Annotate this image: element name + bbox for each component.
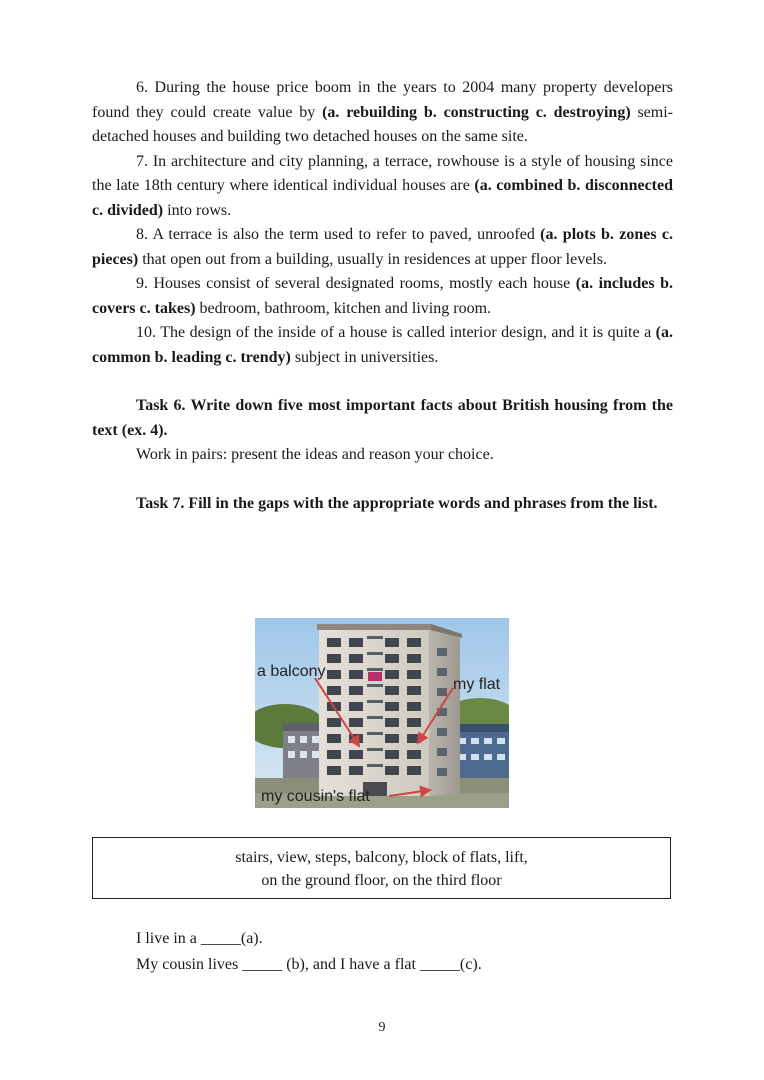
task6-instruction: Work in pairs: present the ideas and reason your choice.: [136, 446, 494, 463]
page-number: 9: [378, 1020, 386, 1035]
item-text: into rows.: [163, 201, 232, 219]
item-text: During the house price boom in the years to 2004 many property developers found they could create value by: [92, 79, 673, 121]
item-text: The design of the inside of a house is called interior design, and it is quite a: [156, 324, 656, 341]
item-options: (a. rebuilding b. constructing c. destroying): [322, 103, 631, 121]
item-number: 10.: [136, 324, 156, 341]
item-6: [92, 76, 673, 150]
word-list-box: [92, 837, 671, 899]
item-10: [92, 321, 673, 370]
exercise-line-1: I live in a _____(a).: [136, 930, 263, 947]
item-options: (a. includes b. covers c. takes): [92, 275, 673, 317]
item-text: subject in universities.: [290, 348, 439, 366]
items-block: [92, 76, 673, 516]
item-number: 9.: [136, 275, 148, 292]
item-options: (a. common b. leading c. trendy): [92, 324, 673, 366]
item-number: 8.: [136, 226, 148, 243]
exercise-line-2: My cousin lives _____ (b), and I have a flat _____(c).: [136, 956, 482, 973]
item-text: A terrace is also the term used to refer to paved, unroofed: [148, 226, 541, 243]
item-text: In architecture and city planning, a terrace, rowhouse is a style of housing since the late 18th century where identical individual houses are: [92, 152, 673, 194]
item-number: 6.: [136, 79, 148, 96]
item-text: semi-detached houses and building two detached houses on the same site.: [92, 103, 673, 145]
item-text: bedroom, bathroom, kitchen and living room.: [195, 299, 492, 317]
word-list-line-1: stairs, view, steps, balcony, block of flats, lift,: [235, 849, 528, 866]
item-8: [92, 223, 673, 272]
building-illustration: [255, 618, 509, 808]
label-cousin-flat: my cousin's flat: [261, 788, 370, 805]
label-my-flat: my flat: [453, 676, 501, 693]
building-image: [255, 618, 509, 808]
task6-heading: Task 6. Write down five most important facts about British housing from the text (ex. 4).: [92, 397, 673, 439]
label-balcony: a balcony: [257, 663, 326, 680]
item-text: that open out from a building, usually in residences at upper floor levels.: [138, 250, 607, 268]
item-options: (a. combined b. disconnected c. divided): [92, 177, 673, 219]
item-9: [92, 272, 673, 321]
item-number: 7.: [136, 152, 148, 170]
task7-heading: Task 7. Fill in the gaps with the appropriate words and phrases from the list.: [136, 494, 658, 512]
word-list-line-2: on the ground floor, on the third floor: [261, 872, 502, 889]
item-options: (a. plots b. zones c. pieces): [92, 226, 673, 268]
item-text: Houses consist of several designated rooms, mostly each house: [148, 275, 576, 292]
item-7: [92, 150, 673, 224]
exercise-sentences: [136, 926, 482, 978]
